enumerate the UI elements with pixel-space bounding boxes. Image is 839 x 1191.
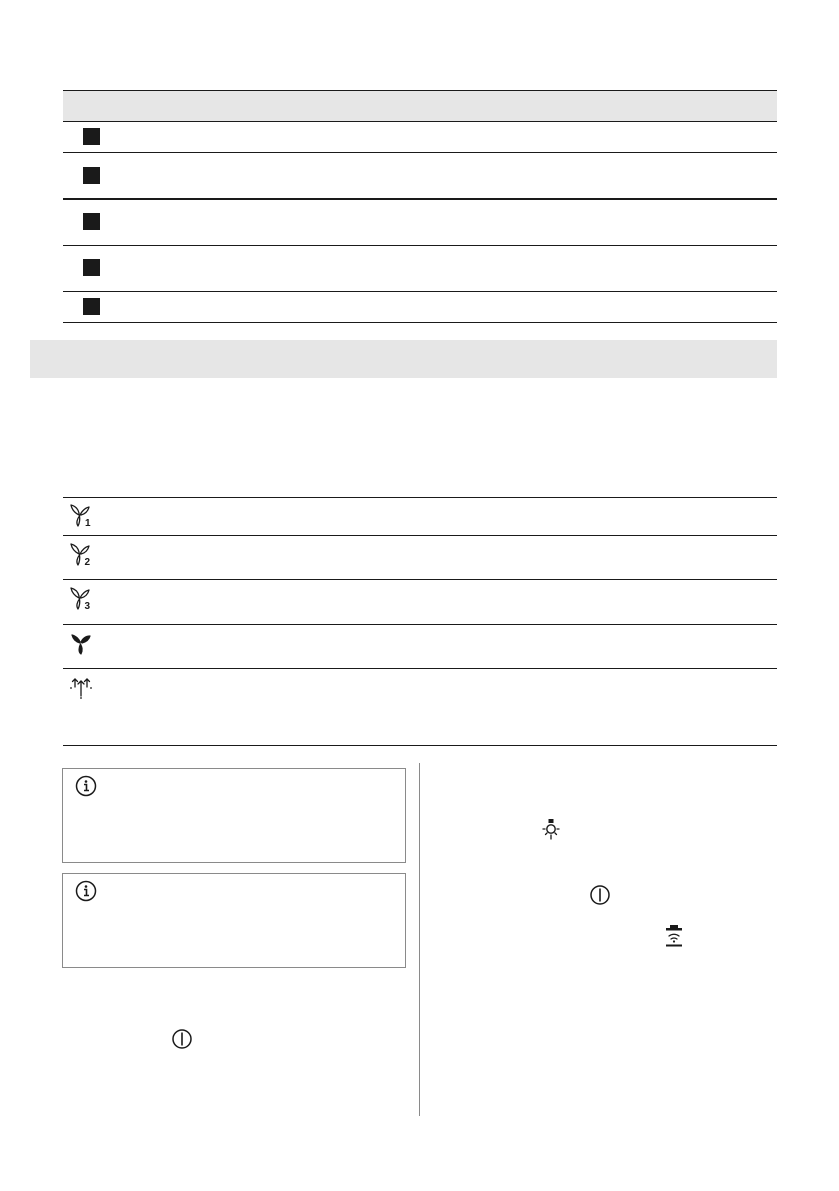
- table-divider: [63, 121, 777, 122]
- section-heading-band: [30, 340, 777, 378]
- table-divider: [63, 624, 777, 625]
- table-divider: [63, 291, 777, 292]
- fan-speed-2-icon: [68, 541, 94, 567]
- info-note: [62, 768, 406, 863]
- hob-to-hood-icon: [664, 924, 684, 948]
- table-divider: [63, 579, 777, 580]
- fan-speed-1-icon: [68, 502, 94, 528]
- extraction-arrows-icon: [68, 673, 94, 699]
- row-marker-square: [83, 167, 100, 184]
- svg-text:2: 2: [84, 557, 91, 567]
- info-icon: [75, 775, 97, 797]
- table-divider: [63, 535, 777, 536]
- table-divider: [63, 745, 777, 746]
- top-table-header: [63, 90, 777, 121]
- top-table: [63, 90, 777, 324]
- row-marker-square: [83, 259, 100, 276]
- fan-boost-icon: [68, 630, 94, 656]
- light-icon: [540, 818, 562, 842]
- fan-speed-3-icon: [68, 585, 94, 611]
- table-divider: [63, 152, 777, 153]
- svg-text:1: 1: [85, 518, 91, 528]
- row-marker-square: [83, 128, 100, 145]
- row-marker-square: [83, 213, 100, 230]
- info-icon: [75, 880, 97, 902]
- table-divider: [63, 245, 777, 246]
- row-marker-square: [83, 298, 100, 315]
- table-divider-thick: [63, 198, 777, 200]
- power-icon: [171, 1028, 193, 1050]
- table-divider: [63, 322, 777, 323]
- table-divider: [63, 668, 777, 669]
- table-divider: [63, 497, 777, 498]
- column-divider: [419, 763, 420, 1116]
- info-note: [62, 873, 406, 968]
- svg-text:3: 3: [84, 601, 91, 611]
- power-icon: [589, 884, 611, 906]
